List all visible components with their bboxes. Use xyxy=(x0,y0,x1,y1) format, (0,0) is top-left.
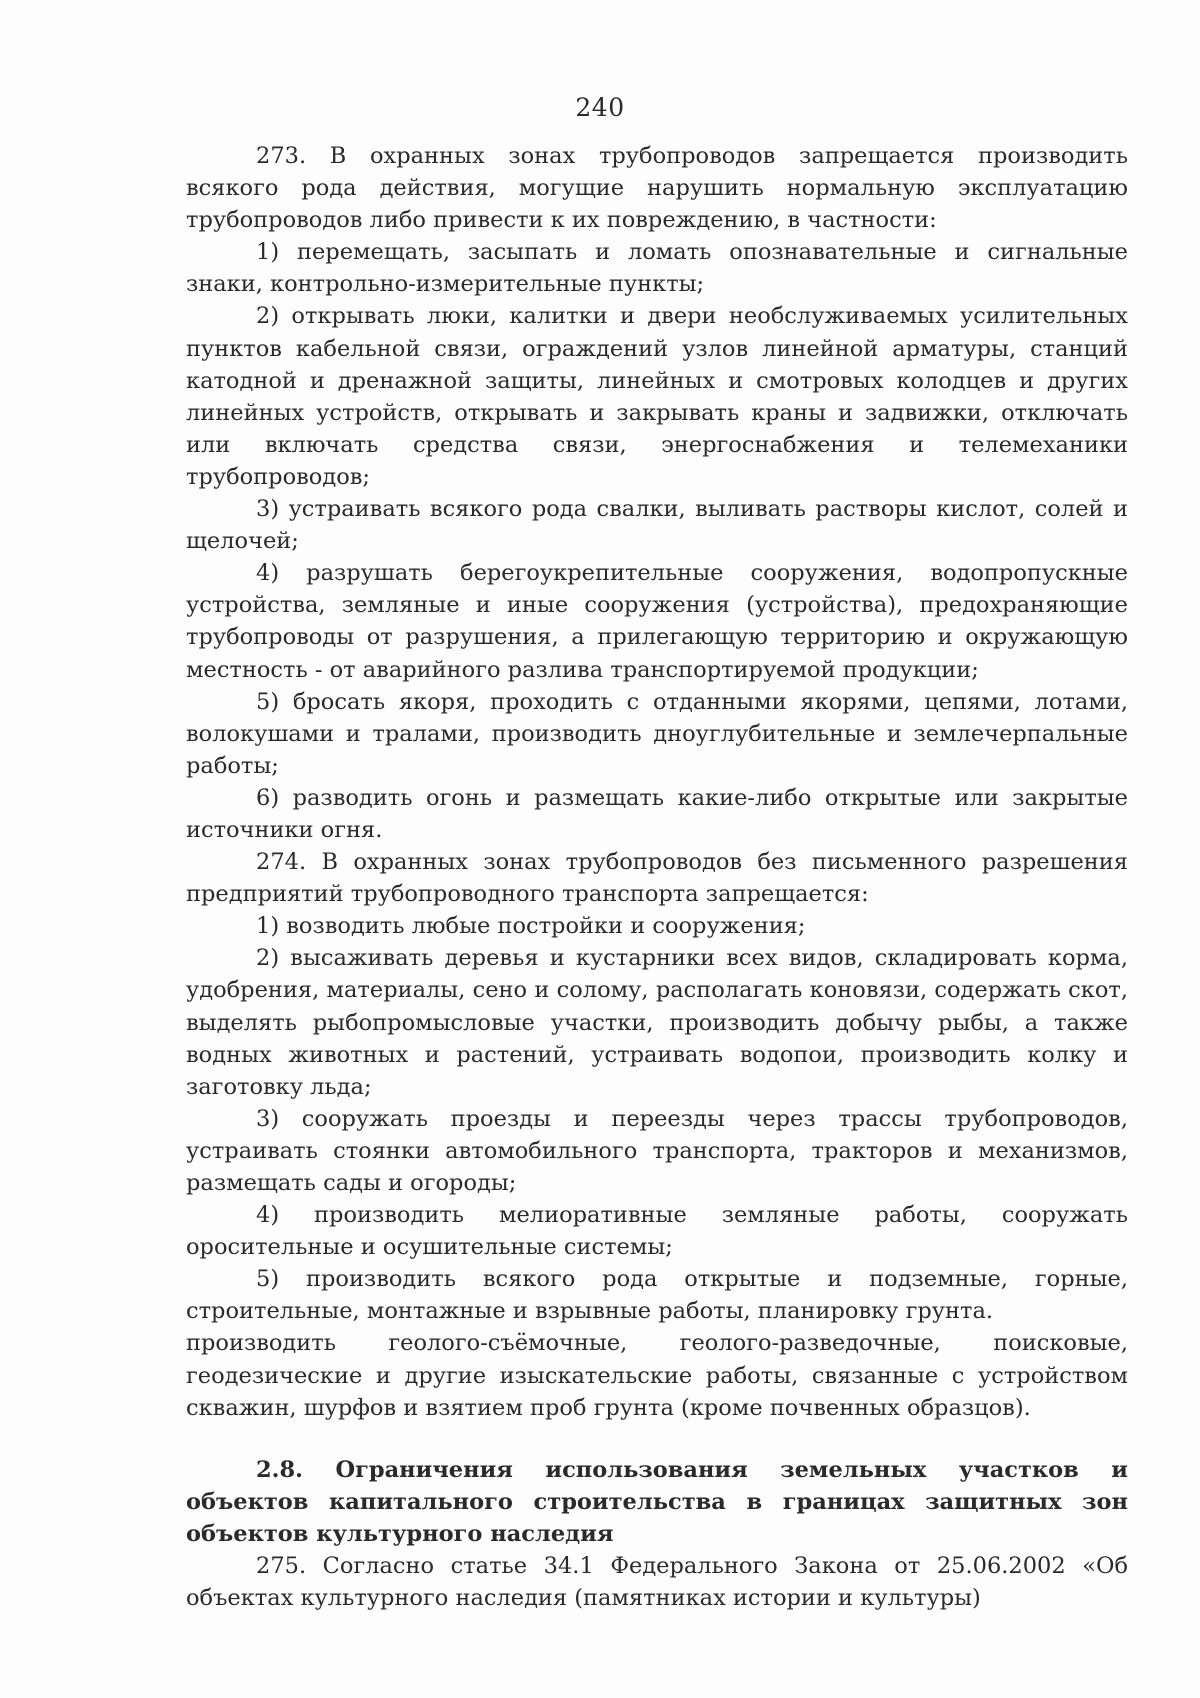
paragraph-274-item-3: 3) сооружать проезды и переезды через трассы трубопроводов, устраивать стоянки автомобильного транспорта, тракторов и механизмов, размещать сады и огороды; xyxy=(186,1105,1128,1196)
paragraph-274-item-2: 2) высаживать деревья и кустарники всех видов, складировать корма, удобрения, материалы, сено и солому, располагать коновязи, содержать скот, выделять рыбопромысловые участки, производить добычу рыбы, а также водных животных и растений, устраивать водопои, производить колку и заготовку льда; xyxy=(186,945,1128,1100)
paragraph-274-item-4: 4) производить мелиоративные земляные работы, сооружать оросительные и осушительные системы; xyxy=(186,1202,1128,1261)
paragraph-274-item-5-continued: производить геолого-съёмочные, геолого-разведочные, поисковые, геодезические и другие изыскательские работы, связанные с устройством скважин, шурфов и взятием проб грунта (кроме почвенных образцов). xyxy=(186,1330,1128,1421)
paragraph-273-item-1: 1) перемещать, засыпать и ломать опознавательные и сигнальные знаки, контрольно-измерительные пункты; xyxy=(186,239,1128,298)
paragraph-273-item-5: 5) бросать якоря, проходить с отданными якорями, цепями, лотами, волокушами и тралами, производить дноуглубительные и землечерпальные работы; xyxy=(186,688,1128,779)
document-body xyxy=(186,140,1128,1614)
paragraph-273-intro: 273. В охранных зонах трубопроводов запрещается производить всякого рода действия, могущие нарушить нормальную эксплуатацию трубопроводов либо привести к их повреждению, в частности: xyxy=(186,143,1128,234)
paragraph-274-item-1: 1) возводить любые постройки и сооружения; xyxy=(256,913,806,940)
paragraph-273-item-6: 6) разводить огонь и размещать какие-либо открытые или закрытые источники огня. xyxy=(186,784,1128,843)
paragraph-274-item-5: 5) производить всякого рода открытые и подземные, горные, строительные, монтажные и взрывные работы, планировку грунта. xyxy=(186,1266,1128,1325)
paragraph-273-item-4: 4) разрушать берегоукрепительные сооружения, водопропускные устройства, земляные и иные сооружения (устройства), предохраняющие трубопроводы от разрушения, а прилегающую территорию и окружающую местность - от аварийного разлива транспортируемой продукции; xyxy=(186,560,1128,683)
section-heading-2-8: 2.8. Ограничения использования земельных участков и объектов капитального строительства в границах защитных зон объектов культурного наследия xyxy=(186,1456,1128,1547)
page-number: 240 xyxy=(575,93,625,122)
paragraph-273-item-3: 3) устраивать всякого рода свалки, выливать растворы кислот, солей и щелочей; xyxy=(186,496,1128,555)
paragraph-273-item-2: 2) открывать люки, калитки и двери необслуживаемых усилительных пунктов кабельной связи, ограждений узлов линейной арматуры, станций катодной и дренажной защиты, линейных и смотровых колодцев и других линейных устройств, открывать и закрывать краны и задвижки, отключать или включать средства связи, энергоснабжения и телемеханики трубопроводов; xyxy=(186,303,1128,490)
paragraph-274-intro: 274. В охранных зонах трубопроводов без письменного разрешения предприятий трубопроводного транспорта запрещается: xyxy=(186,849,1128,908)
paragraph-275: 275. Согласно статье 34.1 Федерального Закона от 25.06.2002 «Об объектах культурного наследия (памятниках истории и культуры) xyxy=(186,1552,1128,1611)
